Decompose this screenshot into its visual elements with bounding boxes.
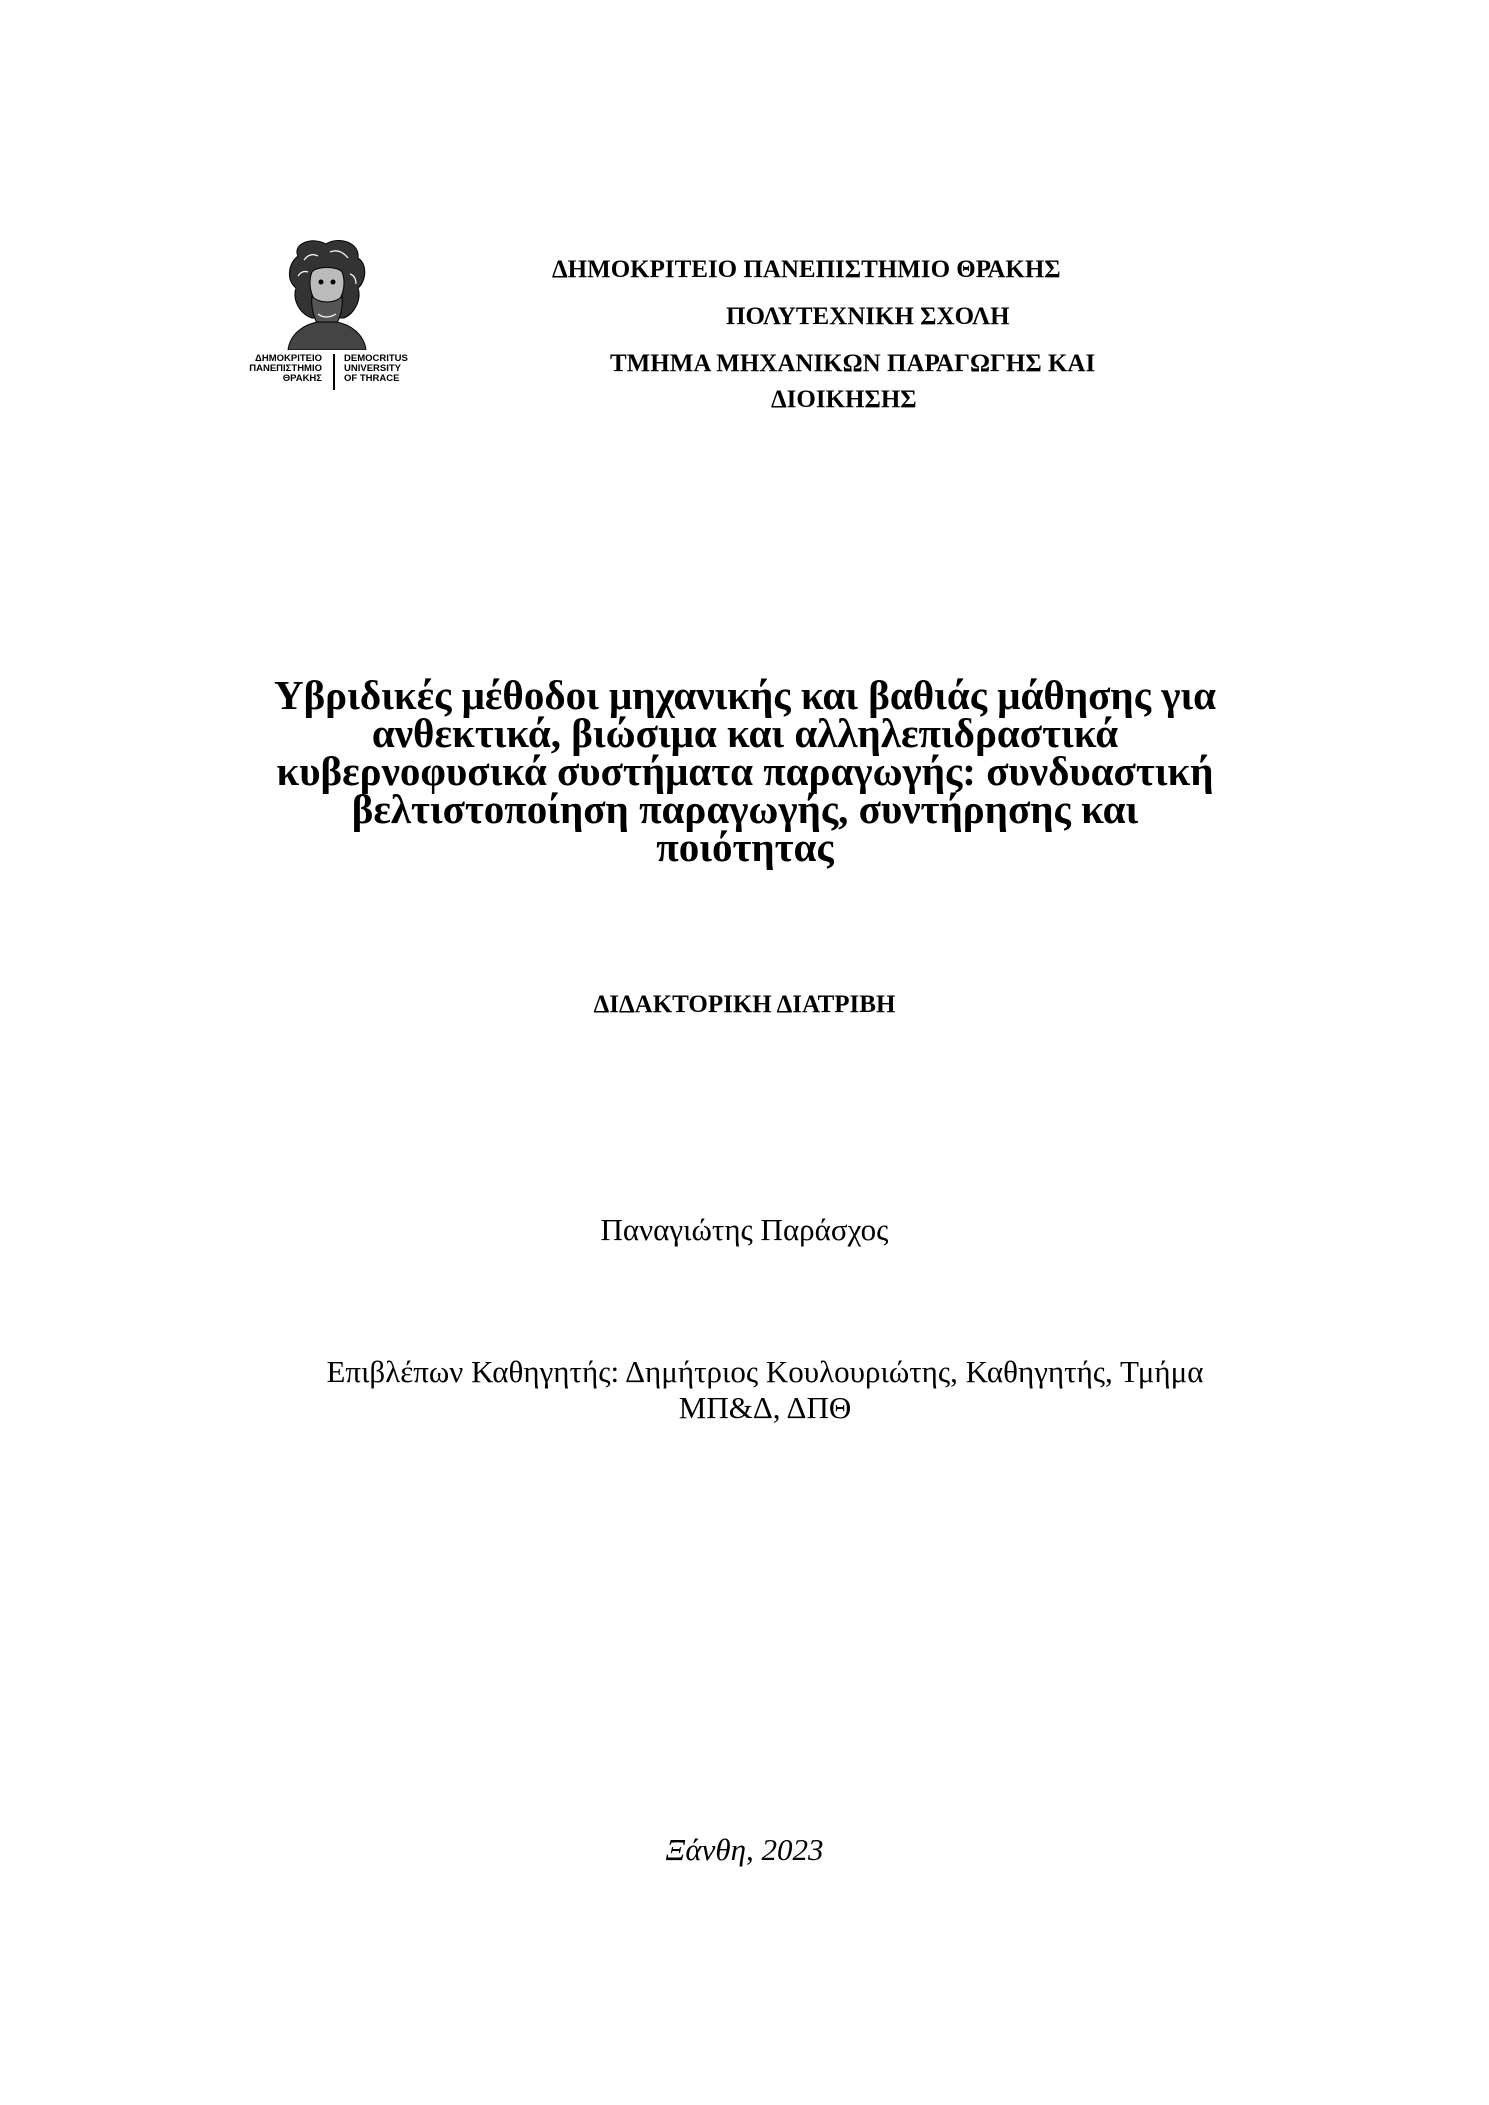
title-line: Υβριδικές μέθοδοι μηχανικής και βαθιάς μάθησης για (273, 672, 1217, 718)
supervisor-line1: Επιβλέπων Καθηγητής: Δημήτριος Κουλουριώτης, Καθηγητής, Τμήμα (326, 1354, 1204, 1389)
logo-text-greek: ΔΗΜΟΚΡΙΤΕΙΟ ΠΑΝΕΠΙΣΤΗΜΙΟ ΘΡΑΚΗΣ (249, 353, 322, 384)
place-and-date: Ξάνθη, 2023 (665, 1832, 824, 1867)
title-line: βελτιστοποίηση παραγωγής, συντήρησης και (351, 786, 1139, 832)
democritus-bust-icon (226, 238, 432, 350)
supervisor-line2: ΜΠ&Δ, ΔΠΘ (678, 1390, 852, 1425)
supervisor-info (260, 1354, 1270, 1426)
logo-divider (333, 354, 335, 390)
university-logo (226, 238, 432, 398)
thesis-title (180, 672, 1310, 870)
title-line: ποιότητας (656, 824, 834, 870)
logo-text-english: DEMOCRITUS UNIVERSITY OF THRACE (344, 353, 408, 384)
title-line: κυβερνοφυσικά συστήματα παραγωγής: συνδυαστική (276, 748, 1214, 794)
university-name: ΔΗΜΟΚΡΙΤΕΙΟ ΠΑΝΕΠΙΣΤΗΜΙΟ ΘΡΑΚΗΣ (552, 256, 1061, 283)
department-name-line2: ΔΙΟΙΚΗΣΗΣ (771, 386, 917, 413)
thesis-type: ΔΙΔΑΚΤΟΡΙΚΗ ΔΙΑΤΡΙΒΗ (593, 991, 896, 1018)
author-name: Παναγιώτης Παράσχος (600, 1212, 889, 1247)
title-line: ανθεκτικά, βιώσιμα και αλληλεπιδραστικά (371, 710, 1119, 756)
department-name-line1: ΤΜΗΜΑ ΜΗΧΑΝΙΚΩΝ ΠΑΡΑΓΩΓΗΣ ΚΑΙ (610, 350, 1096, 377)
school-name: ΠΟΛΥΤΕΧΝΙΚΗ ΣΧΟΛΗ (726, 303, 1010, 330)
